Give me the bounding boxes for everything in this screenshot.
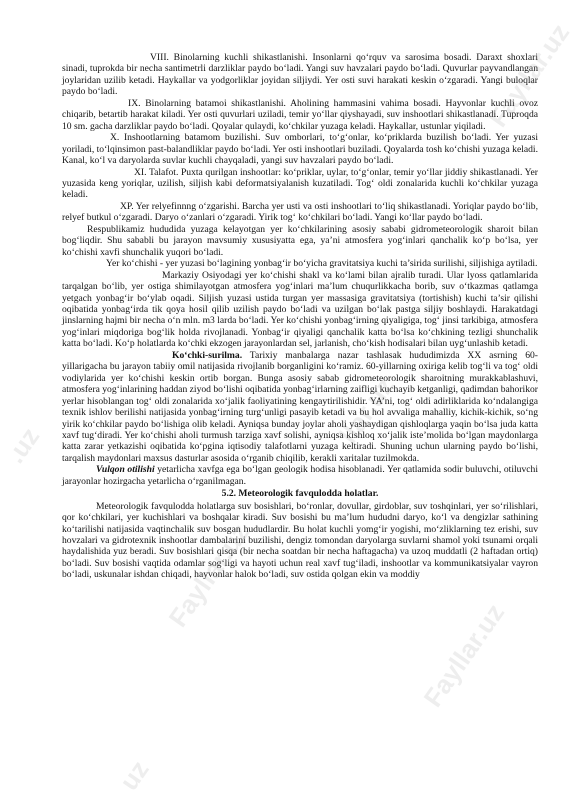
paragraph-definition: Yer ko‘chishi - yer yuzasi bo‘lagining yonbag‘ir bo‘yicha gravitatsiya kuchi ta’sirida surilishi, siljishiga aytiladi.	[106, 258, 538, 270]
kochki-text: Tarixiy manbalarga nazar tashlasak hududimizda XX asrning 60-yillarigacha bu jarayon tabiiy omil natijasida rivojlanib borganligini ko‘ramiz. 60-yillarning oxiriga kelib tog‘li va tog‘ oldi vodiylarida yer ko‘chishi keskin ortib borgan. Bunga asosiy sabab gidrometeorologik sharoitning murakkablashuvi, atmosfera yog‘inlarining haddan ziyod bo‘lishi oqibatida yonbag‘irlarning zaifligi kuchayib ketganligi, qadimdan bahorikor yerlar hisoblangan tog‘ oldi zonalarida xo‘jalik faoliyatining kengaytirilishidir. YA’ni, tog‘ oldi adirliklarida ko‘ndalangiga texnik ishlov berilishi natijasida yonbag‘irning turg‘unligi pasayib ketadi va bu hol avvaliga mahalliy, kichik-kichik, so‘ng yirik ko‘chkilar paydo bo‘lishiga olib keladi. Ayniqsa bunday joylar aholi yashaydigan qishloqlarga yaqin bo‘lsa juda katta xavf tug‘diradi. Yer ko‘chishi aholi turmush tarziga xavf solishi, ayniqsa kishloq xo‘jalik iste’molida bo‘lgan maydonlarga katta zarar yetkazishi oqibatida ko‘pgina iqtisodiy talafotlarni yuzaga keltiradi. Shuning uchun ularning paydo bo‘lishi, tarqalish maydonlari maxsus dasturlar asosida o‘rganib chiqilib, kerakli xaritalar tuzilmokda.	[62, 349, 538, 464]
watermark: .uz	[0, 421, 46, 469]
watermark: Fayllar.uz	[417, 598, 511, 713]
watermark: Fayllar.uz	[482, 18, 576, 133]
watermark: llar.uz	[333, 371, 400, 450]
watermark: uz	[113, 754, 155, 796]
vulqon-text: yetarlicha xavfga ega bo‘lgan geologik hodisa hisoblanadi. Yer qatlamida sodir buluvchi, otiluvchi jarayonlar hozirgacha yetarlicha o‘rganilmagan.	[62, 464, 538, 487]
kochki-term: Ko‘chki-surilma.	[172, 349, 243, 361]
watermark: Fayllar.uz	[162, 518, 256, 633]
paragraph-markaziy-osiyo: Markaziy Osiyodagi yer ko‘chishi shakl va ko‘lami bilan ajralib turadi. Ular lyoss qatlamlarida tarqalgan bo‘lib, yer ostiga shimilayotgan atmosfera yog‘inlari ma’lum chuqurlikkacha borib, suv o‘tkazmas qatlamga yetgach yonbag‘ir bo‘ylab oqadi. Siljish yuzasi ustida turgan yer massasiga gravitatsiya (tortishish) kuchi ta’sir qilishi oqibatida yonbag‘irda tik qoya hosil qilib uzilish paydo bo‘ladi va uzilgan bo‘lak pastga siljiy boshlaydi. Harakatdagi jinslarning hajmi bir necha o‘n mln. m3 larda bo‘ladi. Yer ko‘chishi yonbag‘irning qiyaligiga, tog‘ jinsi tarkibiga, atmosfera yog‘inlari miqdoriga bog‘lik holda rivojlanadi. Yonbag‘ir qiyaligi qanchalik katta bo‘lsa ko‘chkining tezligi shunchalik katta bo‘ladi. Ko‘p holatlarda ko‘chki ekzogen jarayonlardan sel, jarlanish, cho‘kish hodisalari bilan uyg‘unlashib ketadi.	[62, 269, 538, 350]
paragraph-ix: IX. Binolarning batamoi shikastlanishi. Aholining hammasini vahima bosadi. Hayvonlar kuchli ovoz chiqarib, betartib harakat kiladi. Yer osti quvurlari uziladi, temir yo‘llar qiyshayadi, suv inshootlari shikastlanadi. Tuproqda 10 sm. gacha darzliklar paydo bo‘ladi. Qoyalar qulaydi, ko‘chkilar yuzaga keladi. Haykallar, ustunlar yiqiladi.	[62, 97, 538, 132]
paragraph-meteorologik: Meteorologik favqulodda holatlarga suv bosishlari, bo‘ronlar, dovullar, girdoblar, suv toshqinlari, yer so‘rilishlari, qor ko‘chkilari, yer kuchishlari va boshqalar kiradi. Suv bosishi bu ma’lum hududni daryo, ko‘l va dengizlar sathining ko‘tarilishi natijasida vaqtinchalik suv bosgan hududlardir. Bu holat kuchli yomg‘ir yogishi, mo‘zliklarning tez erishi, suv hovzalari va gidrotexnik inshootlar dambalarini buzilishi, dengiz tomondan daryolarga suvlarni shamol yoki tsunami orqali haydalishida yuz beradi. Suv bosishlari qisqa (bir necha soatdan bir necha haftagacha) va uzoq muddatli (2 haftadan ortiq) bo‘ladi. Suv bosishi vaqtida odamlar sog‘ligi va hayoti uchun real xavf tug‘iladi, inshootlar va kommunikatsiyalar vayron bo‘ladi, uskunalar ishdan chiqadi, hayvonlar halok bo‘ladi, suv ostida qolgan ekin va moddiy	[62, 500, 538, 581]
section-heading: 5.2. Meteorologik favqulodda holatlar.	[221, 488, 379, 500]
paragraph-x: X. Inshootlarning batamom buzilishi. Suv omborlari, to‘g‘onlar, ko‘priklarda buzilish bo‘ladi. Yer yuzasi yoriladi, to‘lqinsimon past-balandliklar paydo bo‘ladi. Yer osti inshootlari buziladi. Qoyalarda tosh ko‘chishi yuzaga keladi. Kanal, ko‘l va daryolarda suvlar kuchli chayqaladi, yangi suv havzalari paydo bo‘ladi.	[62, 132, 538, 167]
paragraph-vulqon	[62, 464, 538, 487]
paragraph-xp: XP. Yer relyefinnng o‘zgarishi. Barcha yer usti va osti inshootlari to‘liq shikastlanadi. Yoriqlar paydo bo‘lib, relyef butkul o‘zgaradi. Daryo o‘zanlari o‘zgaradi. Yirik tog‘ ko‘chkilari bo‘ladi. Yangi ko‘llar paydo bo‘ladi.	[62, 200, 538, 224]
paragraph-kochki-surilma	[62, 350, 538, 465]
document-page	[62, 52, 538, 581]
vulqon-term: Vulqon otilishi	[96, 464, 155, 476]
paragraph-xi: XI. Talafot. Puxta qurilgan inshootlar: ko‘priklar, uylar, to‘g‘onlar, temir yo‘llar jiddiy shikastlanadi. Yer yuzasida keng yoriqlar, uzilish, siljish kabi deformatsiyalanish kuzatiladi. Tog‘ oldi zonalarida kuchli ko‘chkilar yuzaga keladi.	[62, 166, 538, 201]
paragraph-respublikamiz: Respublikamiz hududida yuzaga kelayotgan yer ko‘chkilarining asosiy sababi gidrometeorologik sharoit bilan bog‘liqdir. Shu sababli bu jarayon mavsumiy xususiyatta ega, ya’ni atmosfera yog‘inlari qanchalik ko‘p bo‘lsa, yer ko‘chishi xavfi shunchalik yuqori bo‘ladi.	[62, 223, 538, 258]
paragraph-viii: VIII. Binolarning kuchli shikastlanishi. Insonlarni qo‘rquv va sarosima bosadi. Daraxt shoxlari sinadi, tuprokda bir necha santimetrli darzliklar paydo bo‘ladi. Yangi suv havzalari paydo bo‘ladi. Quvurlar payvandlangan joylaridan uzilib ketadi. Haykallar va yodgorliklar joyidan siljiydi. Yer osti suvi harakati keskin o‘zgaradi. Yangi buloqlar paydo bo‘ladi.	[62, 52, 538, 98]
